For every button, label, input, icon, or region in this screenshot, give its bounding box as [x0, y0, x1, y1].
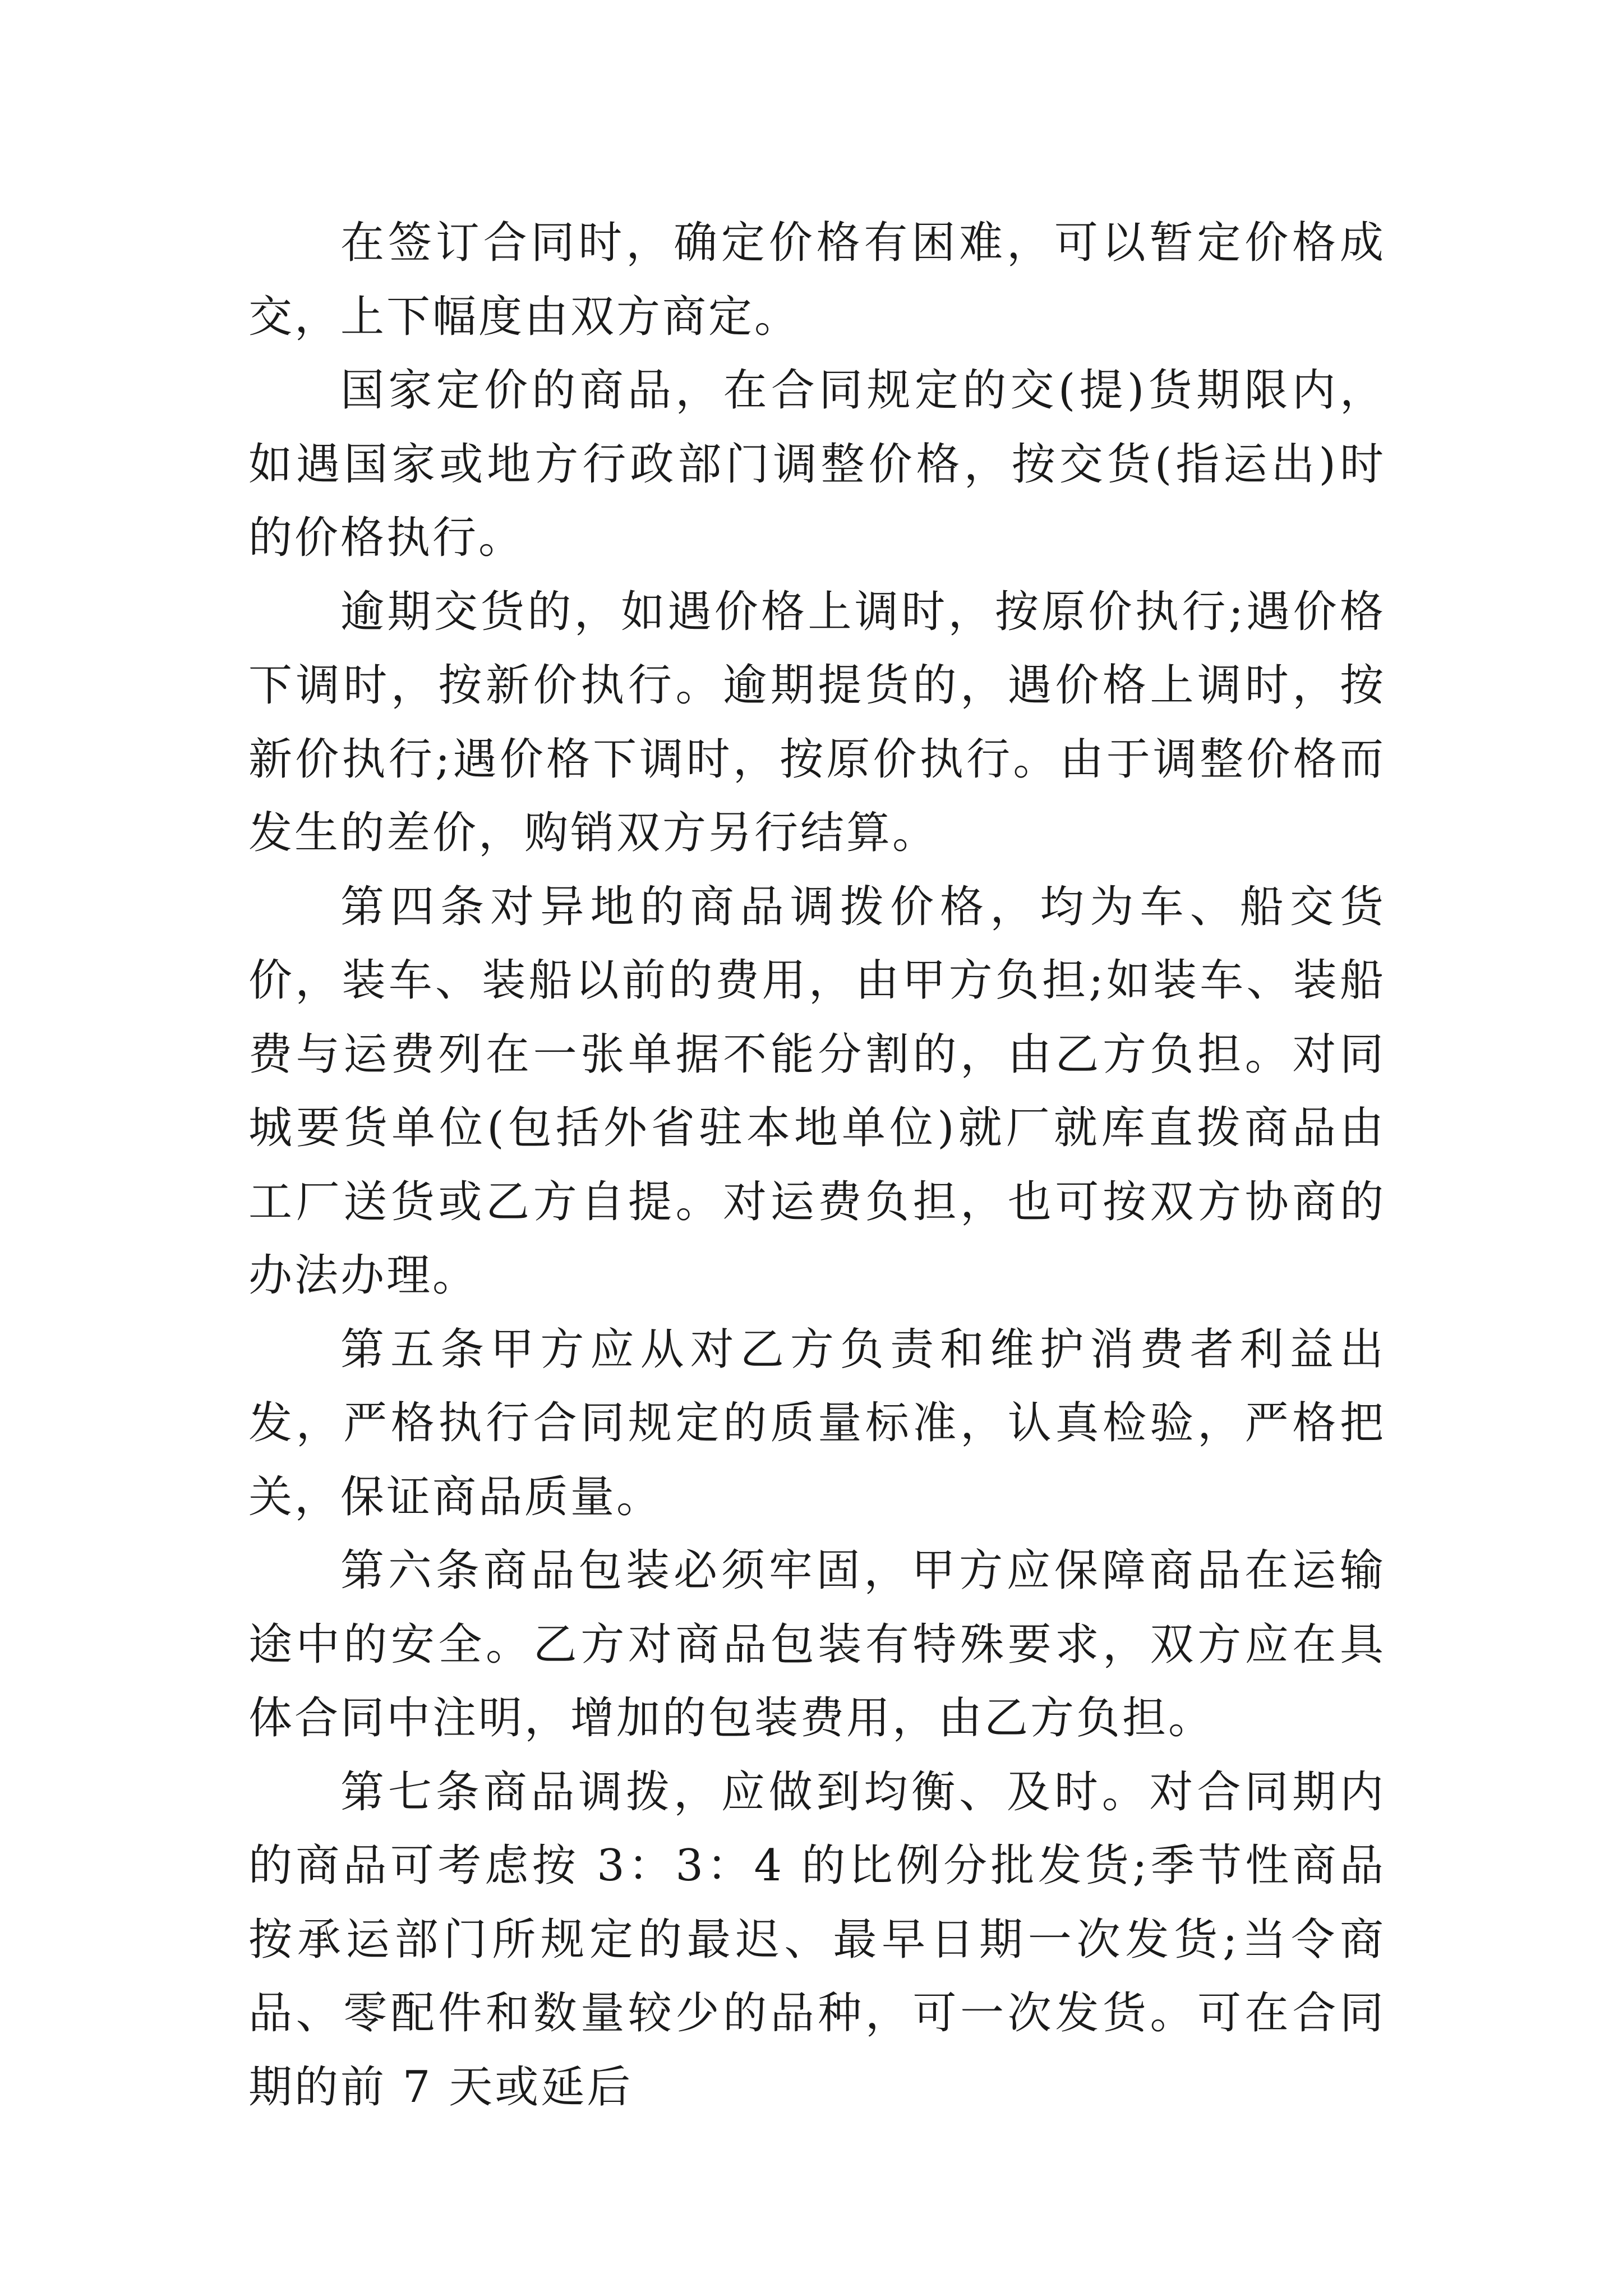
paragraph-article-6: 第六条商品包装必须牢固，甲方应保障商品在运输途中的安全。乙方对商品包装有特殊要求，双方应在具体合同中注明，增加的包装费用，由乙方负担。 [248, 1545, 1386, 1743]
paragraph-article-4: 第四条对异地的商品调拨价格，均为车、船交货价，装车、装船以前的费用，由甲方负担;如装车、装船费与运费列在一张单据不能分割的，由乙方负担。对同城要货单位(包括外省驻本地单位)就厂就库直拨商品由工厂送货或乙方自提。对运费负担，也可按双方协商的办法办理。 [248, 881, 1386, 1301]
paragraph-overdue-delivery: 逾期交货的，如遇价格上调时，按原价执行;遇价格下调时，按新价执行。逾期提货的，遇价格上调时，按新价执行;遇价格下调时，按原价执行。由于调整价格而发生的差价，购销双方另行结算。 [248, 586, 1386, 858]
paragraph-state-pricing: 国家定价的商品，在合同规定的交(提)货期限内，如遇国家或地方行政部门调整价格，按交货(指运出)时的价格执行。 [248, 365, 1386, 563]
paragraph-article-5: 第五条甲方应从对乙方负责和维护消费者利益出发，严格执行合同规定的质量标准，认真检验，严格把关，保证商品质量。 [248, 1324, 1386, 1522]
paragraph-price-negotiation: 在签订合同时，确定价格有困难，可以暂定价格成交，上下幅度由双方商定。 [248, 218, 1386, 342]
paragraph-article-7: 第七条商品调拨，应做到均衡、及时。对合同期内的商品可考虑按 3：3：4 的比例分批发货;季节性商品按承运部门所规定的最迟、最早日期一次发货;当令商品、零配件和数量较少的品种，可一次发货。可在合同期的前 7 天或延后 [248, 1766, 1386, 2113]
document-body [248, 206, 1386, 2124]
